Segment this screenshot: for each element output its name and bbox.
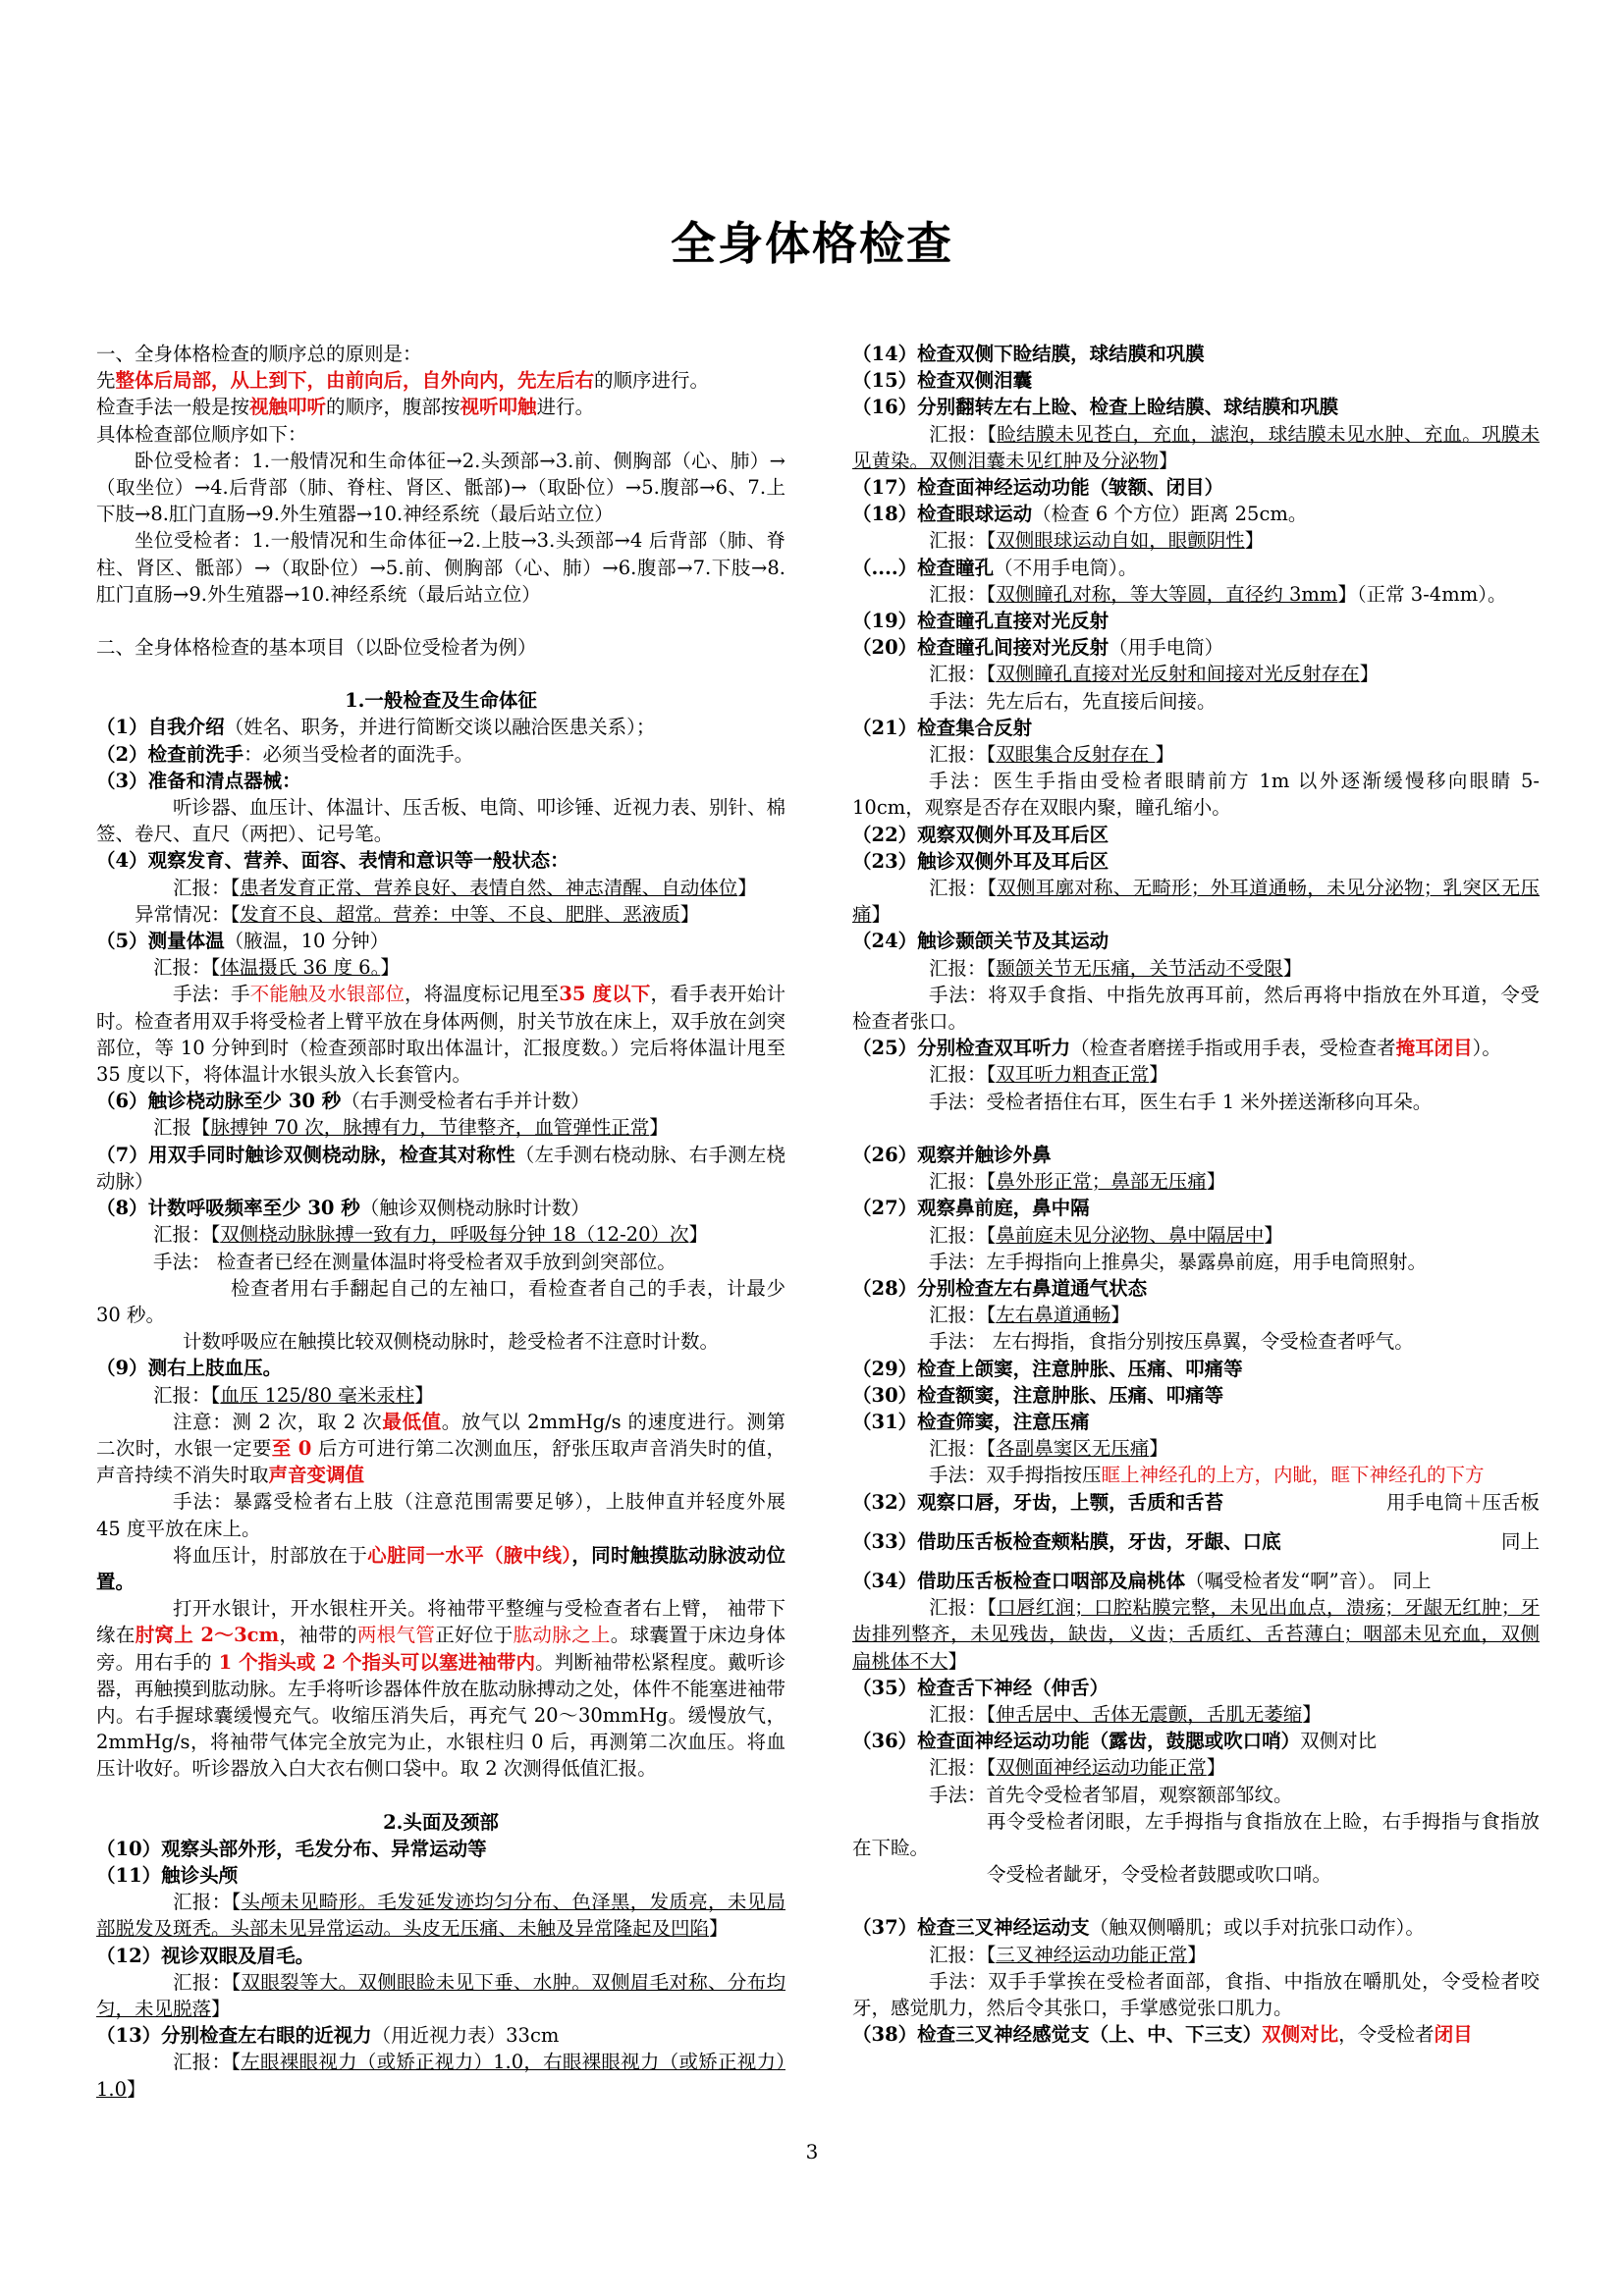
item-5-report: 汇报：【体温摄氏 36 度 6。】 [153,956,400,980]
item-6-report: 汇报【脉搏钟 70 次，脉搏有力，节律整齐，血管弹性正常】 [153,1116,669,1140]
item-25-report: 汇报：【双耳听力粗查正常】 [929,1063,1168,1087]
item-17: （17）检查面神经运动功能（皱额、闭目） [852,476,1224,500]
part2-heading: 二、全身体格检查的基本项目（以卧位受检者为例） [96,636,537,660]
item-13: （13）分别检查左右眼的近视力（用近视力表）33cm [96,2024,560,2048]
item-11: （11）触诊头颅 [96,1863,239,1887]
item-16-report: 汇报：【睑结膜未见苍白，充血，滤泡，球结膜未见水肿、充血。巩膜未见黄染。双侧泪囊未见红肿及分泌物】 [852,422,1540,472]
item-3-text: 听诊器、血压计、体温计、压舌板、电筒、叩诊锤、近视力表、别针、棉签、卷尺、直尺（两把）、记号笔。 [96,796,786,846]
item-21-method: 手法：医生手指由受检者眼睛前方 1m 以外逐渐缓慢移向眼睛 5-10cm，观察是否存在双眼内聚，瞳孔缩小。 [852,770,1540,820]
item-8-report: 汇报：【双侧桡动脉脉搏一致有力，呼吸每分钟 18（12-20）次】 [153,1223,709,1247]
item-4: （4）观察发育、营养、面容、表情和意识等一般状态： [96,849,569,873]
item-pupil: （....）检查瞳孔（不用手电筒）。 [852,556,1138,579]
item-2: （2）检查前洗手：必须当受检者的面洗手。 [96,742,474,766]
item-4-report: 汇报：【患者发育正常、营养良好、表情自然、神志清醒、自动体位】 [173,876,757,899]
section-heading-1: 1.一般检查及生命体征 [345,689,537,713]
intro-heading: 一、全身体格检查的顺序总的原则是： [96,343,422,365]
item-9-method-2: 将血压计，肘部放在于心脏同一水平（腋中线），同时触摸肱动脉波动位置。 [96,1543,785,1593]
item-36: （36）检查面神经运动功能（露齿，鼓腮或吹口哨）双侧对比 [852,1730,1378,1753]
order-lying: 卧位受检者：1.一般情况和生命体征→2.头颈部→3.前、侧胸部（心、肺）→（取坐位）→4.后背部（肺、脊柱、肾区、骶部)→（取卧位）→5.腹部→6、7.上下肢→8.肛门直肠→9.外生殖器→10.神经系统（最后站立位） [96,449,785,526]
intro-method: 检查手法一般是按视触叩听的顺序，腹部按视听叩触进行。 [96,396,595,419]
item-37-report: 汇报：【三叉神经运动功能正常】 [929,1943,1207,1966]
item-29: （29）检查上颌窦，注意肿胀、压痛、叩痛等 [852,1357,1243,1380]
item-25: （25）分别检查双耳听力（检查者磨搓手指或用手表，受检查者掩耳闭目）。 [852,1037,1501,1060]
item-36-report: 汇报：【双侧面神经运动功能正常】 [929,1756,1226,1780]
item-10: （10）观察头部外形，毛发分布、异常运动等 [96,1837,487,1860]
item-21-report: 汇报：【双眼集合反射存在 】 [929,743,1174,767]
item-35: （35）检查舌下神经（伸舌） [852,1676,1110,1699]
item-9-report: 汇报：【血压 125/80 毫米汞柱】 [153,1383,434,1407]
item-23-report: 汇报：【双侧耳廓对称、无畸形；外耳道通畅，未见分泌物；乳突区无压痛】 [852,877,1540,927]
item-14: （14）检查双侧下睑结膜，球结膜和巩膜 [852,343,1205,365]
item-36-method-1: 手法：首先令受检者邹眉，观察额部邹纹。 [929,1783,1293,1806]
item-11-report: 汇报：【头颅未见畸形。毛发延发迹均匀分布、色泽黑，发质亮，未见局部脱发及斑秃。头部未见异常运动。头皮无压痛、未触及异常隆起及凹陷】 [96,1891,785,1941]
item-1: （1）自我介绍（姓名、职务，并进行简断交谈以融洽医患关系）； [96,716,656,739]
item-31: （31）检查筛窦，注意压痛 [852,1410,1090,1433]
item-28: （28）分别检查左右鼻道通气状态 [852,1276,1148,1300]
item-24-method: 手法：将双手食指、中指先放再耳前，然后再将中指放在外耳道，令受检查者张口。 [852,983,1540,1034]
item-8-method-3: 计数呼吸应在触摸比较双侧桡动脉时，趁受检者不注意时计数。 [183,1330,720,1354]
item-9-method-1: 手法：暴露受检者右上肢（注意范围需要足够），上肢伸直并轻度外展 45 度平放在床上。 [96,1490,785,1540]
order-sitting: 坐位受检者：1.一般情况和生命体征→2.上肢→3.头颈部→4 后背部（肺、脊柱、肾区、骶部）→（取卧位）→5.前、侧胸部（心、肺）→6.腹部→7.下肢→8.肛门直肠→9.外生殖器→10.神经系统（最后站立位） [96,529,785,606]
item-28-method: 手法： 左右拇指，食指分别按压鼻翼，令受检查者呼气。 [929,1330,1414,1354]
item-6: （6）触诊桡动脉至少 30 秒（右手测受检者右手并计数） [96,1090,590,1113]
item-13-report: 汇报：【左眼裸眼视力（或矫正视力）1.0，右眼裸眼视力（或矫正视力）1.0】 [96,2051,785,2101]
item-36-method-3: 令受检者龇牙，令受检者鼓腮或吹口哨。 [987,1863,1332,1887]
item-20: （20）检查瞳孔间接对光反射（用手电筒） [852,636,1224,660]
item-27: （27）观察鼻前庭，鼻中隔 [852,1197,1090,1220]
left-column [96,341,785,2103]
item-15: （15）检查双侧泪囊 [852,369,1033,393]
item-37-method: 手法：双手手掌挨在受检者面部，食指、中指放在嚼肌处，令受检者咬牙，感觉肌力，然后令其张口，手掌感觉张口肌力。 [852,1969,1540,2019]
item-38: （38）检查三叉神经感觉支（上、中、下三支）双侧对比，令受检者闭目 [852,2023,1473,2047]
intro-principle: 先整体后局部，从上到下，由前向后，自外向内，先左后右的顺序进行。 [96,369,710,393]
item-8-method-1: 手法： 检查者已经在测量体温时将受检者双手放到剑突部位。 [153,1250,677,1273]
item-5-method: 手法：手不能触及水银部位，将温度标记甩至35 度以下，看手表开始计时。检查者用双手将受检者上臂平放在身体两侧，肘关节放在床上，双手放在剑突部位，等 10 分钟到时（检查颈部时取出体温计，汇报度数。）完后将体温计甩至 35 度以下，将体温计水银头放入长套管内。 [96,983,786,1087]
item-27-method: 手法：左手拇指向上推鼻尖，暴露鼻前庭，用手电筒照射。 [929,1250,1428,1273]
right-column [852,341,1540,2048]
item-8: （8）计数呼吸频率至少 30 秒（触诊双侧桡动脉时计数） [96,1197,590,1220]
item-22: （22）观察双侧外耳及耳后区 [852,823,1110,846]
page-number: 3 [805,2140,819,2163]
item-26: （26）观察并触诊外鼻 [852,1143,1052,1166]
item-31-method: 手法：双手拇指按压眶上神经孔的上方，内眦，眶下神经孔的下方 [929,1464,1485,1487]
item-25-method: 手法：受检者捂住右耳，医生右手 1 米外搓送渐移向耳朵。 [929,1090,1433,1113]
item-28-report: 汇报：【左右鼻道通畅】 [929,1304,1130,1327]
item-21: （21）检查集合反射 [852,716,1033,739]
item-19: （19）检查瞳孔直接对光反射 [852,610,1110,633]
item-31-report: 汇报：【各副鼻窦区无压痛】 [929,1437,1168,1461]
item-24-report: 汇报：【颞颌关节无压痛，关节活动不受限】 [929,956,1303,980]
item-5: （5）测量体温（腋温，10 分钟） [96,930,390,953]
item-20-report: 汇报：【双侧瞳孔直接对光反射和间接对光反射存在】 [929,663,1380,686]
item-16: （16）分别翻转左右上睑、检查上睑结膜、球结膜和巩膜 [852,396,1339,419]
item-8-method-2: 检查者用右手翻起自己的左袖口，看检查者自己的手表，计最少 30 秒。 [96,1276,785,1326]
item-12: （12）视诊双眼及眉毛。 [96,1944,315,1967]
item-30: （30）检查额窦，注意肿胀、压痛、叩痛等 [852,1383,1224,1407]
item-36-method-2: 再令受检者闭眼，左手拇指与食指放在上睑，右手拇指与食指放在下睑。 [852,1809,1540,1859]
item-3: （3）准备和清点器械： [96,769,301,792]
item-26-report: 汇报：【鼻外形正常；鼻部无压痛】 [929,1170,1226,1194]
item-20-method: 手法：先左后右，先直接后间接。 [929,689,1217,713]
item-35-report: 汇报：【伸舌居中、舌体无震颤，舌肌无萎缩】 [929,1702,1322,1726]
section-heading-2: 2.头面及颈部 [383,1810,499,1834]
item-27-report: 汇报：【鼻前庭未见分泌物、鼻中隔居中】 [929,1223,1283,1247]
item-12-report: 汇报：【双眼裂等大。双侧眼睑未见下垂、水肿。双侧眉毛对称、分布均匀，未见脱落】 [96,1970,785,2020]
item-23: （23）触诊双侧外耳及耳后区 [852,849,1110,873]
item-33: （33）借助压舌板检查颊粘膜，牙齿，牙龈、口底 同上 [852,1529,1540,1553]
item-7: （7）用双手同时触诊双侧桡动脉，检查其对称性（左手测右桡动脉、右手测左桡动脉） [96,1143,785,1193]
item-9: （9）测右上肢血压。 [96,1357,283,1380]
item-4-abnormal: 异常情况：【发育不良、超常。营养：中等、不良、肥胖、恶液质】 [135,902,700,926]
item-18-report: 汇报：【双侧眼球运动自如，眼颤阴性】 [929,529,1265,553]
page-title: 全身体格检查 [671,217,953,270]
intro-order-heading: 具体检查部位顺序如下： [96,422,307,446]
item-32: （32）观察口唇，牙齿，上颚，舌质和舌苔 用手电筒＋压舌板 [852,1490,1540,1514]
item-34: （34）借助压舌板检查口咽部及扁桃体（嘱受检者发“啊”音）。 同上 [852,1569,1432,1592]
item-24: （24）触诊颞颌关节及其运动 [852,930,1110,953]
item-9-method-3: 打开水银计，开水银柱开关。将袖带平整缠与受检查者右上臂， 袖带下缘在肘窝上 2～3cm，袖带的两根气管正好位于肱动脉之上。球囊置于床边身体旁。用右手的 1 个指头或 2 个指头可以塞进袖带内。判断袖带松紧程度。戴听诊器，再触摸到肱动脉。左手将听诊器体件放在肱动脉搏动之处，体件不能塞进袖带内。右手握球囊缓慢充气。收缩压消失后，再充气 20～30mmHg。缓慢放气，2mmHg/s，将袖带气体完全放完为止，水银柱归 0 后，再测第二次血压。将血压计收好。听诊器放入白大衣右侧口袋中。取 2 次测得低值汇报。 [96,1597,786,1781]
item-18: （18）检查眼球运动（检查 6 个方位）距离 25cm。 [852,503,1308,526]
item-pupil-report: 汇报：【双侧瞳孔对称，等大等圆，直径约 3mm】（正常 3-4mm）。 [929,582,1507,606]
item-9-note: 注意：测 2 次，取 2 次最低值。放气以 2mmHg/s 的速度进行。测第二次时，水银一定要至 0 后方可进行第二次测血压，舒张压取声音消失时的值，声音持续不消失时取声音变调值 [96,1410,785,1487]
item-37: （37）检查三叉神经运动支（触双侧嚼肌；或以手对抗张口动作）。 [852,1916,1425,1940]
item-34-report: 汇报：【口唇红润；口腔粘膜完整，未见出血点，溃疡；牙龈无红肿；牙齿排列整齐，未见残齿，缺齿，义齿；舌质红、舌苔薄白；咽部未见充血，双侧扁桃体不大】 [852,1596,1540,1673]
